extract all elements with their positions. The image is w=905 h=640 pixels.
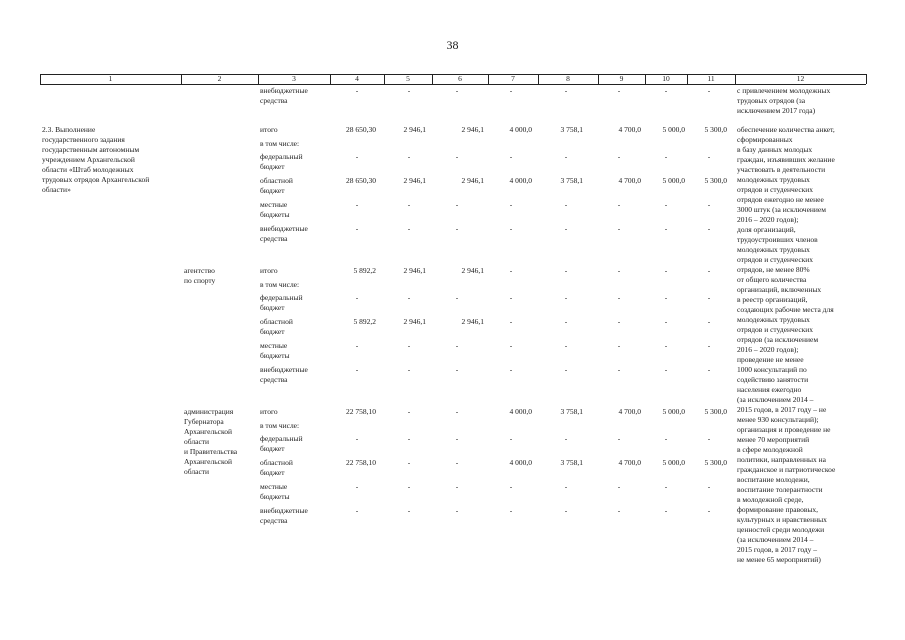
result-text-line: обеспечение количества анкет, [737,125,835,134]
header-divider [258,74,259,84]
result-text-line: создающих рабочие места для [737,305,834,314]
funding-source-label: итого [260,266,278,275]
funding-row-value: - [707,224,711,233]
result-text-line: менее 930 консультаций); [737,415,819,424]
funding-row-value: - [509,434,513,443]
funding-row-value: - [407,407,411,416]
header-col-1: 1 [108,74,113,83]
funding-row-value: - [407,152,411,161]
result-text-line: (за исключением 2014 – [737,395,814,404]
funding-row-value: - [664,365,668,374]
funding-row-value: 4 000,0 [509,125,532,134]
funding-source-label: местные [260,200,288,209]
funding-row-value: - [564,365,568,374]
funding-row-value: - [355,434,359,443]
funding-row-value: - [455,506,459,515]
result-text-line: в сфере молодежной [737,445,803,454]
funding-row-value: - [617,266,621,275]
result-text-line: воспитание молодежи, [737,475,810,484]
funding-row-value: 4 700,0 [618,407,641,416]
funding-source-label: бюджет [260,468,285,477]
result-text-line: 2015 годов, в 2017 году – [737,545,818,554]
result-text-line: с привлечением молодежных [737,86,831,95]
funding-row-value: - [509,317,513,326]
funding-row-value: - [407,293,411,302]
funding-row-value: 5 300,0 [704,176,727,185]
funding-row-value: - [564,266,568,275]
funding-source-label: бюджет [260,162,285,171]
funding-source-label: бюджет [260,186,285,195]
funding-row-value: - [564,482,568,491]
funding-source-label: внебюджетные [260,86,308,95]
funding-source-label: местные [260,341,288,350]
funding-row-value: - [664,341,668,350]
funding-source-label: внебюджетные [260,224,308,233]
funding-row-value: - [455,293,459,302]
measure-title-line: 2.3. Выполнение [42,125,96,134]
header-col-8: 8 [566,74,570,83]
funding-row-value: - [617,506,621,515]
header-divider [181,74,182,84]
funding-source-label: федеральный [260,152,303,161]
result-text-line: в молодежной среде, [737,495,804,504]
header-divider [735,74,736,84]
funding-row-value: - [455,482,459,491]
funding-row-value: 2 946,1 [461,176,484,185]
header-col-6: 6 [458,74,462,83]
executor-line: Архангельской [184,457,232,466]
funding-row-value: - [707,365,711,374]
funding-row-value: - [407,341,411,350]
funding-row-value: 2 946,1 [461,266,484,275]
measure-title-line: учреждением Архангельской [42,155,135,164]
funding-row-value: - [455,200,459,209]
funding-row-value: - [617,293,621,302]
funding-row-value: 5 000,0 [662,125,685,134]
funding-row-value: 4 000,0 [509,458,532,467]
funding-row-value: - [509,200,513,209]
funding-source-label: средства [260,234,288,243]
funding-source-label: федеральный [260,434,303,443]
funding-row-value: - [564,506,568,515]
funding-row-value: - [617,152,621,161]
result-text-line: отрядов ежегодно не менее [737,195,824,204]
result-text-line: молодежных трудовых [737,245,810,254]
funding-row-value: - [407,434,411,443]
funding-row-value: 4 700,0 [618,125,641,134]
header-divider [488,74,489,84]
funding-source-label: бюджеты [260,351,290,360]
continuation-row-value: - [407,86,411,95]
funding-row-value: - [407,365,411,374]
funding-row-value: - [664,506,668,515]
funding-source-label: областной [260,458,293,467]
header-col-12: 12 [796,74,805,83]
result-text-line: 3000 штук (за исключением [737,205,827,214]
result-text-line: отрядов и студенческих [737,325,814,334]
funding-row-value: 5 300,0 [704,407,727,416]
funding-row-value: - [455,224,459,233]
page-number: 38 [446,38,459,52]
funding-row-value: 3 758,1 [560,125,583,134]
header-divider [330,74,331,84]
funding-row-value: - [564,152,568,161]
funding-source-label: областной [260,176,293,185]
result-text-line: в реестр организаций, [737,295,808,304]
result-text-line: гражданское и патриотическое [737,465,836,474]
funding-row-value: - [564,293,568,302]
result-text-line: проведение не менее [737,355,804,364]
funding-source-label: бюджет [260,303,285,312]
result-text-line: (за исключением 2014 – [737,535,814,544]
funding-source-label: итого [260,407,278,416]
funding-row-value: - [509,293,513,302]
funding-source-label: средства [260,375,288,384]
result-text-line: организация и проведение не [737,425,831,434]
funding-row-value: 22 758,10 [346,458,376,467]
funding-row-value: - [509,506,513,515]
funding-row-value: - [355,224,359,233]
funding-row-value: - [355,365,359,374]
result-text-line: ценностей среди молодежи [737,525,825,534]
result-text-line: участвовать в деятельности [737,165,826,174]
continuation-row-value: - [355,86,359,95]
funding-source-label: итого [260,125,278,134]
funding-source-label: в том числе: [260,280,300,289]
funding-row-value: - [664,293,668,302]
funding-row-value: - [509,482,513,491]
funding-row-value: 3 758,1 [560,176,583,185]
measure-title-line: области» [42,185,71,194]
funding-row-value: 2 946,1 [403,125,426,134]
funding-row-value: - [664,200,668,209]
header-divider [384,74,385,84]
executor-line: агентство [184,266,215,275]
result-text-line: молодежных трудовых [737,175,810,184]
funding-row-value: - [664,317,668,326]
funding-row-value: - [407,506,411,515]
header-divider [645,74,646,84]
executor-line: и Правительства [184,447,238,456]
funding-source-label: областной [260,317,293,326]
result-text-line: населения ежегодно [737,385,802,394]
continuation-row-value: - [617,86,621,95]
funding-row-value: - [617,317,621,326]
result-text-line: 2016 – 2020 годов); [737,345,799,354]
header-col-9: 9 [619,74,624,83]
measure-title-line: государственным автономным [42,145,140,154]
funding-row-value: - [355,482,359,491]
funding-row-value: - [707,482,711,491]
funding-row-value: 2 946,1 [403,317,426,326]
funding-source-label: внебюджетные [260,506,308,515]
funding-row-value: 28 650,30 [346,176,376,185]
funding-row-value: - [707,506,711,515]
funding-row-value: - [509,341,513,350]
funding-row-value: - [664,152,668,161]
result-text-line: исключением 2017 года) [737,106,816,115]
result-text-line: отрядов, не менее 80% [737,265,810,274]
executor-line: Губернатора [184,417,224,426]
header-col-11: 11 [707,74,715,83]
funding-row-value: - [664,482,668,491]
funding-source-label: бюджет [260,444,285,453]
header-divider [538,74,539,84]
continuation-row-value: - [564,86,568,95]
header-col-10: 10 [662,74,670,83]
header-col-4: 4 [355,74,359,83]
funding-row-value: - [509,365,513,374]
funding-row-value: 5 300,0 [704,458,727,467]
result-text-line: молодежных трудовых [737,315,810,324]
result-text-line: не менее 65 мероприятий) [737,555,821,564]
funding-row-value: - [407,224,411,233]
funding-row-value: - [564,317,568,326]
funding-source-label: средства [260,96,288,105]
funding-row-value: 2 946,1 [461,317,484,326]
header-divider [432,74,433,84]
funding-source-label: внебюджетные [260,365,308,374]
result-text-line: организаций, включенных [737,285,822,294]
funding-row-value: - [509,224,513,233]
funding-row-value: - [564,434,568,443]
funding-row-value: - [407,200,411,209]
funding-row-value: - [355,293,359,302]
funding-row-value: 2 946,1 [461,125,484,134]
header-divider [687,74,688,84]
funding-row-value: - [707,434,711,443]
funding-row-value: - [617,224,621,233]
funding-source-label: в том числе: [260,139,300,148]
funding-row-value: 22 758,10 [346,407,376,416]
funding-row-value: - [664,434,668,443]
funding-row-value: 5 000,0 [662,176,685,185]
executor-line: области [184,437,210,446]
result-text-line: отрядов и студенческих [737,185,814,194]
funding-row-value: 5 300,0 [704,125,727,134]
funding-source-label: в том числе: [260,421,300,430]
funding-row-value: 5 892,2 [353,317,376,326]
funding-row-value: 4 700,0 [618,458,641,467]
funding-row-value: - [355,200,359,209]
funding-row-value: - [707,200,711,209]
funding-row-value: - [455,407,459,416]
funding-row-value: - [407,458,411,467]
funding-row-value: - [664,266,668,275]
funding-row-value: - [455,341,459,350]
funding-source-label: бюджеты [260,210,290,219]
funding-source-label: средства [260,516,288,525]
funding-row-value: - [617,482,621,491]
result-text-line: трудоустроивших членов [737,235,818,244]
result-text-line: отрядов (за исключением [737,335,819,344]
result-text-line: менее 70 мероприятий [737,435,810,444]
funding-row-value: - [355,152,359,161]
funding-source-label: бюджеты [260,492,290,501]
header-col-3: 3 [292,74,296,83]
continuation-row-value: - [707,86,711,95]
funding-source-label: бюджет [260,327,285,336]
funding-row-value: - [564,200,568,209]
funding-row-value: 5 000,0 [662,407,685,416]
funding-row-value: - [707,341,711,350]
header-bottom-border [40,84,866,85]
funding-row-value: 2 946,1 [403,266,426,275]
funding-row-value: - [455,152,459,161]
funding-row-value: - [564,341,568,350]
funding-row-value: - [509,266,513,275]
funding-row-value: - [617,341,621,350]
measure-title-line: трудовых отрядов Архангельской [42,175,150,184]
funding-row-value: - [564,224,568,233]
executor-line: Архангельской [184,427,232,436]
funding-row-value: - [664,224,668,233]
header-divider [866,74,867,84]
funding-source-label: федеральный [260,293,303,302]
result-text-line: культурных и нравственных [737,515,827,524]
funding-row-value: - [355,341,359,350]
funding-row-value: 4 000,0 [509,407,532,416]
header-col-7: 7 [511,74,515,83]
executor-line: области [184,467,210,476]
measure-title-line: государственного задания [42,135,125,144]
executor-line: администрация [184,407,234,416]
funding-row-value: - [707,152,711,161]
header-divider [598,74,599,84]
funding-row-value: 5 000,0 [662,458,685,467]
funding-source-label: местные [260,482,288,491]
result-text-line: отрядов и студенческих [737,255,814,264]
result-text-line: формирование правовых, [737,505,819,514]
result-text-line: сформированных [737,135,793,144]
funding-row-value: - [509,152,513,161]
result-text-line: от общего количества [737,275,807,284]
funding-row-value: - [707,317,711,326]
continuation-row-value: - [509,86,513,95]
funding-row-value: - [455,365,459,374]
funding-row-value: 4 700,0 [618,176,641,185]
result-text-line: 1000 консультаций по [737,365,807,374]
result-text-line: 2015 годов, в 2017 году – не [737,405,827,414]
result-text-line: трудовых отрядов (за [737,96,806,105]
executor-line: по спорту [184,276,216,285]
funding-row-value: - [617,365,621,374]
funding-row-value: 2 946,1 [403,176,426,185]
result-text-line: политики, направленных на [737,455,827,464]
header-col-2: 2 [217,74,222,83]
funding-row-value: - [407,482,411,491]
result-text-line: воспитание толерантности [737,485,823,494]
funding-row-value: - [707,293,711,302]
result-text-line: граждан, изъявивших желание [737,155,835,164]
continuation-row-value: - [664,86,668,95]
header-divider [40,74,41,84]
funding-row-value: 3 758,1 [560,407,583,416]
funding-row-value: - [617,434,621,443]
funding-row-value: 5 892,2 [353,266,376,275]
result-text-line: 2016 – 2020 годов); [737,215,799,224]
result-text-line: в базу данных молодых [737,145,813,154]
header-col-5: 5 [406,74,410,83]
funding-row-value: - [455,434,459,443]
result-text-line: содействию занятости [737,375,809,384]
funding-row-value: - [617,200,621,209]
continuation-row-value: - [455,86,459,95]
measure-title-line: области «Штаб молодежных [42,165,134,174]
result-text-line: доля организаций, [737,225,796,234]
funding-row-value: - [707,266,711,275]
funding-row-value: - [355,506,359,515]
funding-row-value: 28 650,30 [346,125,376,134]
funding-row-value: - [455,458,459,467]
funding-row-value: 4 000,0 [509,176,532,185]
funding-row-value: 3 758,1 [560,458,583,467]
